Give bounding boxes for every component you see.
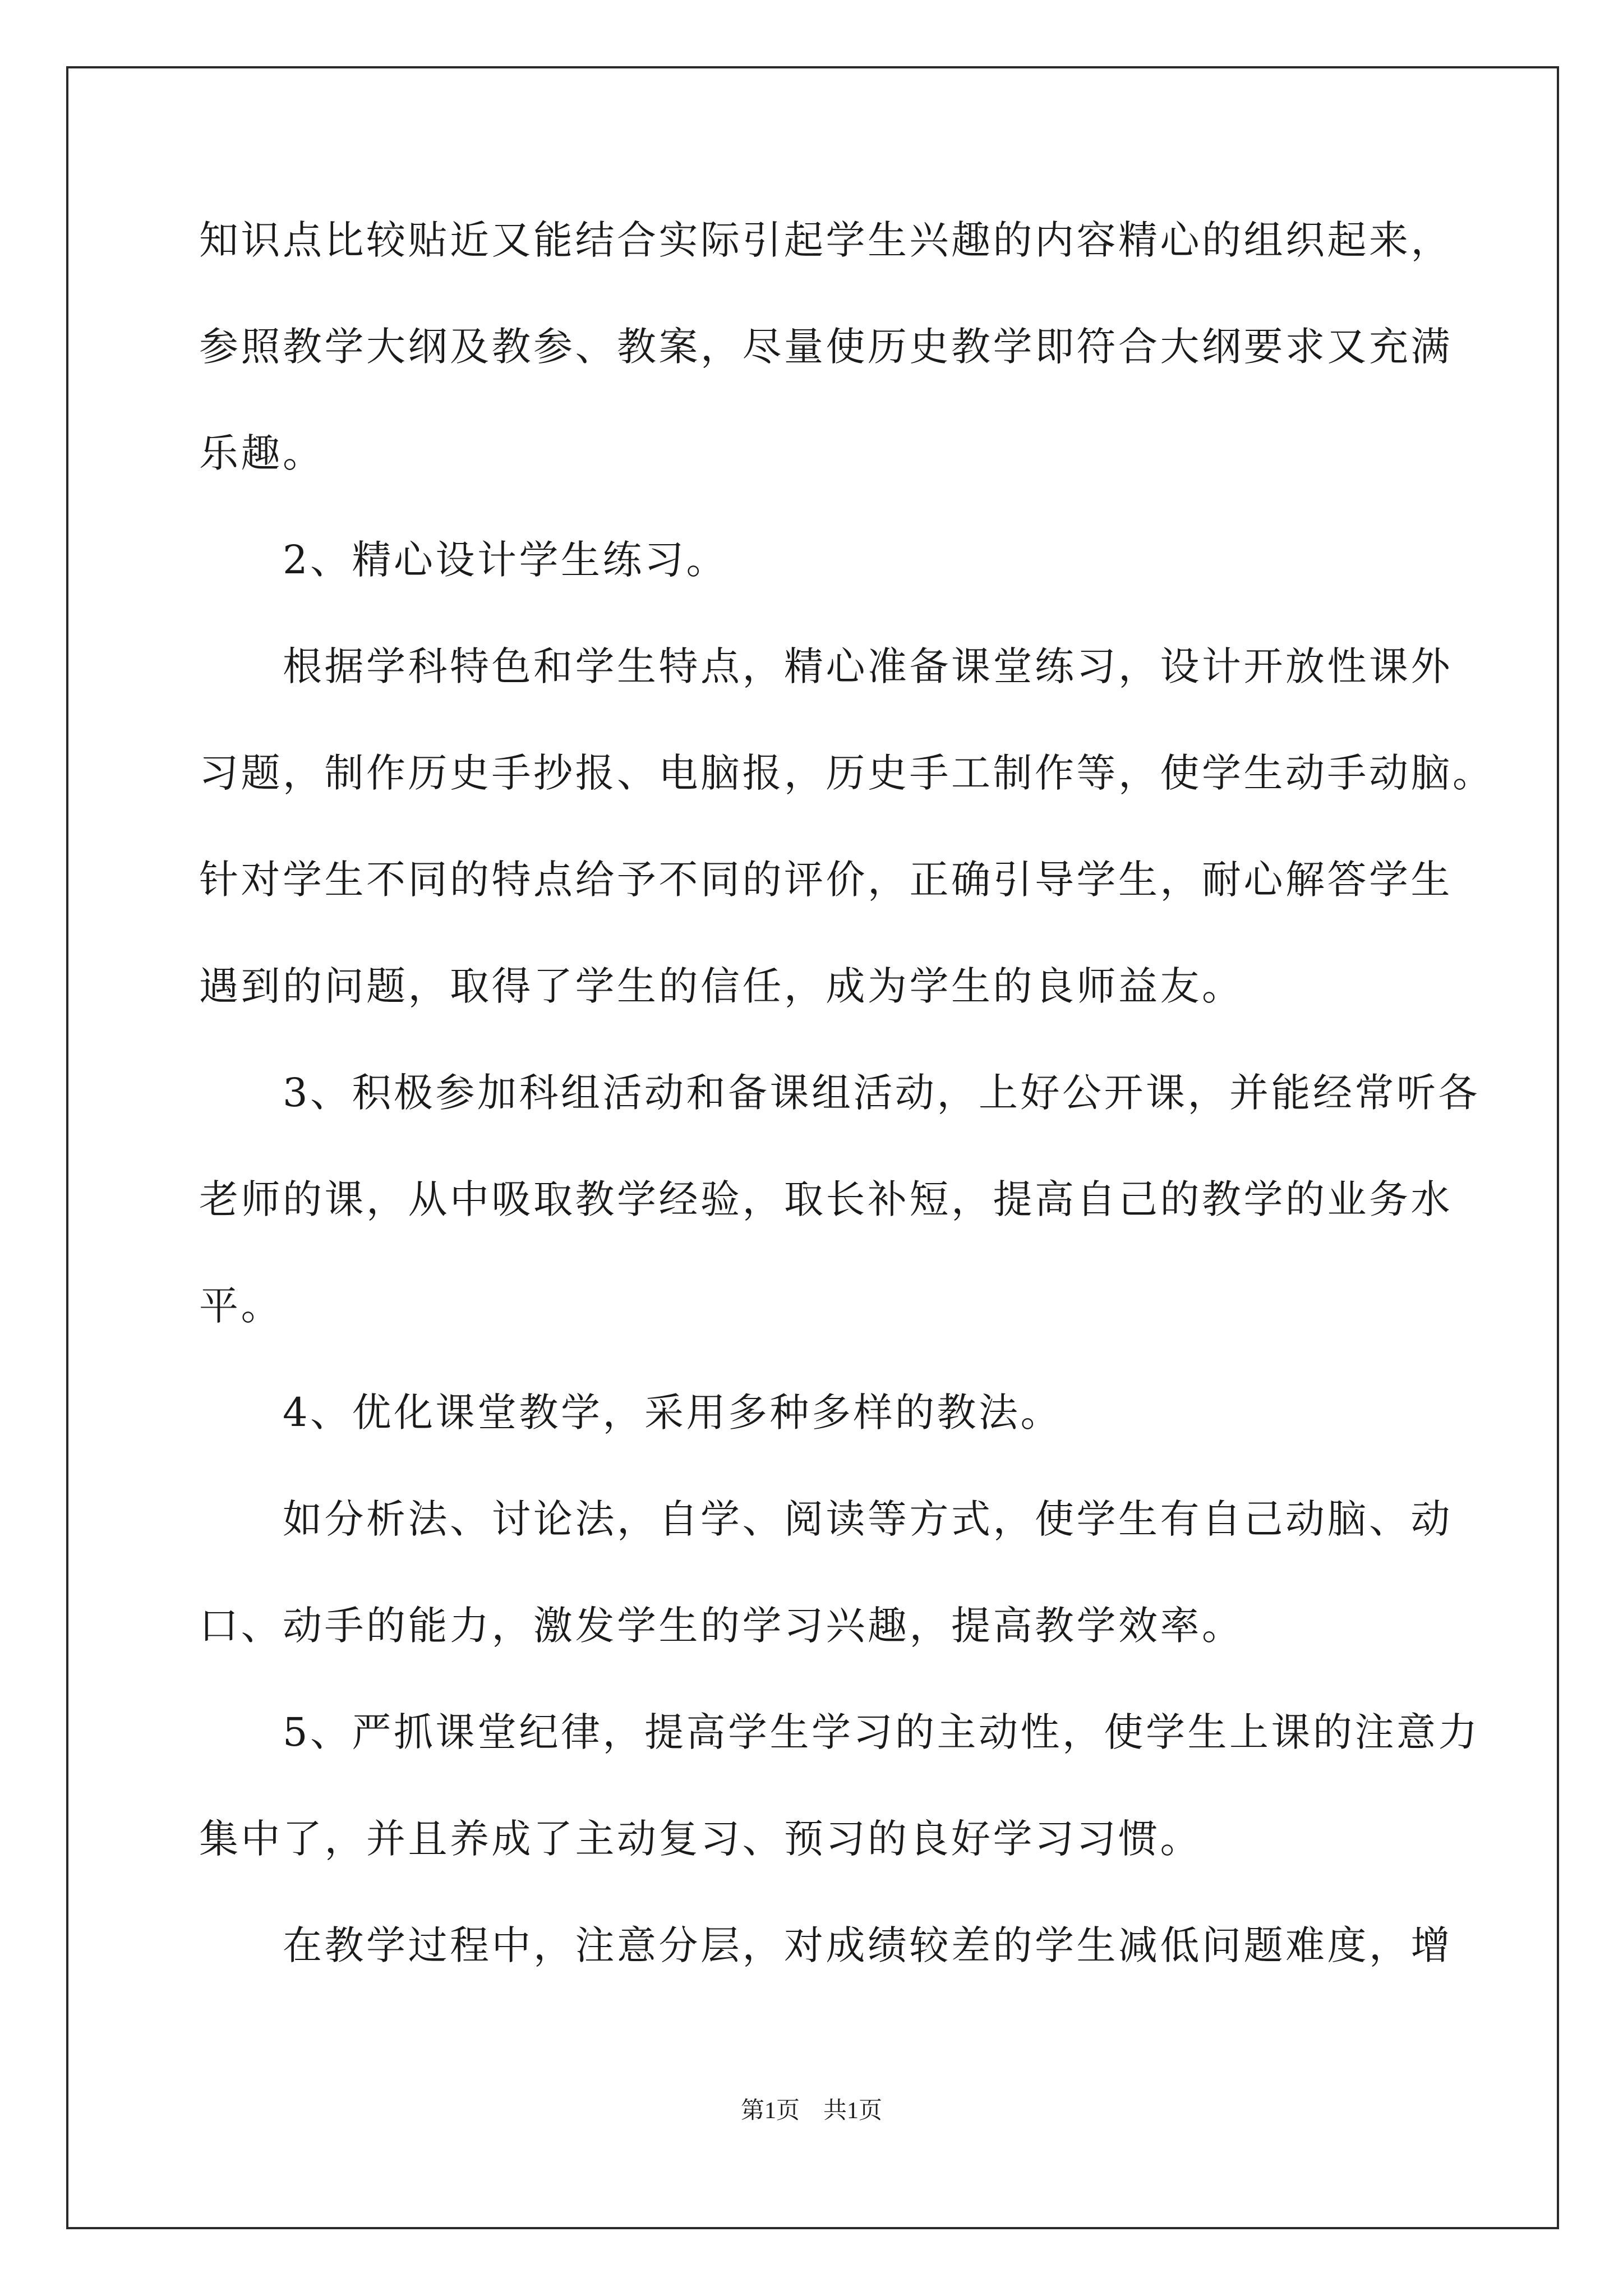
text-line: 口、动手的能力，激发学生的学习兴趣，提高教学效率。: [199, 1603, 1244, 1649]
text-line: 遇到的问题，取得了学生的信任，成为学生的良师益友。: [199, 963, 1244, 1009]
list-item-heading: 2、精心设计学生练习。: [199, 537, 728, 583]
text-line: 参照教学大纲及教参、教案，尽量使历史教学即符合大纲要求又充满: [199, 324, 1453, 370]
page-footer: 第1页 共1页: [740, 2098, 882, 2124]
text-line: 集中了，并且养成了主动复习、预习的良好学习习惯。: [199, 1816, 1202, 1862]
list-item-heading: 5、严抓课堂纪律，提高学生学习的主动性，使学生上课的注意力: [199, 1709, 1481, 1755]
text-line: 知识点比较贴近又能结合实际引起学生兴趣的内容精心的组织起来，: [199, 217, 1453, 263]
text-line: 在教学过程中，注意分层，对成绩较差的学生减低问题难度，增: [199, 1922, 1453, 1968]
text-line: 针对学生不同的特点给予不同的评价，正确引导学生，耐心解答学生: [199, 857, 1453, 903]
text-line: 乐趣。: [199, 430, 325, 476]
text-line: 老师的课，从中吸取教学经验，取长补短，提高自己的教学的业务水: [199, 1176, 1453, 1222]
text-line: 平。: [199, 1283, 283, 1329]
text-line: 根据学科特色和学生特点，精心准备课堂练习，设计开放性课外: [199, 643, 1453, 689]
text-line: 如分析法、讨论法，自学、阅读等方式，使学生有自己动脑、动: [199, 1496, 1453, 1542]
text-line: 习题，制作历史手抄报、电脑报，历史手工制作等，使学生动手动脑。: [199, 750, 1495, 796]
list-item-heading: 4、优化课堂教学，采用多种多样的教法。: [199, 1389, 1063, 1435]
list-item-heading: 3、积极参加科组活动和备课组活动，上好公开课，并能经常听各: [199, 1070, 1481, 1116]
page-border: [66, 66, 1559, 2229]
